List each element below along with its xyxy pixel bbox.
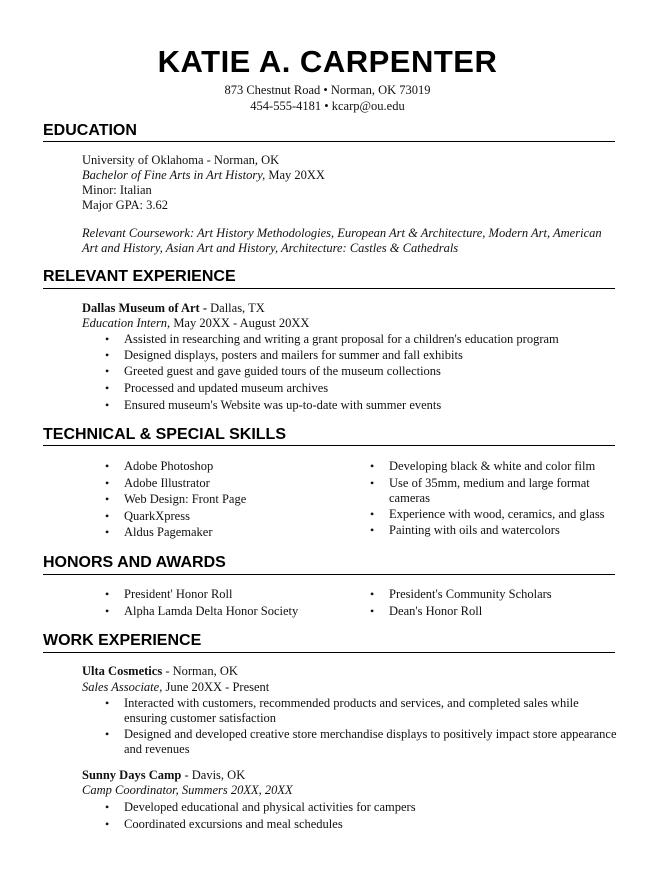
- org-name: Ulta Cosmetics: [82, 664, 163, 678]
- job-org: [82, 768, 245, 783]
- job-org: [82, 664, 238, 679]
- work-heading: WORK EXPERIENCE: [43, 632, 202, 649]
- role-dates: May 20XX - August 20XX: [170, 316, 310, 330]
- resume-name: KATIE A. CARPENTER: [157, 44, 498, 79]
- role-title: Sales Associate,: [82, 680, 163, 694]
- coursework-line-2: Art and History, Asian Art and History, Architecture: Castles & Cathedrals: [82, 241, 459, 255]
- job-role: [82, 680, 269, 695]
- job-role: Camp Coordinator, Summers 20XX, 20XX: [82, 783, 293, 797]
- contact-address: 873 Chestnut Road • Norman, OK 73019: [224, 83, 431, 97]
- skills-heading: TECHNICAL & SPECIAL SKILLS: [43, 426, 286, 443]
- education-degree: [82, 168, 325, 183]
- education-school: University of Oklahoma - Norman, OK: [82, 153, 280, 167]
- degree-date: May 20XX: [265, 168, 325, 182]
- org-location: - Norman, OK: [162, 664, 238, 678]
- role-dates: June 20XX - Present: [162, 680, 270, 694]
- section-divider: [43, 445, 615, 446]
- contact-phone-email: 454-555-4181 • kcarp@ou.edu: [250, 99, 405, 113]
- org-name: Sunny Days Camp: [82, 768, 182, 782]
- experience-org: [82, 301, 265, 316]
- org-name: Dallas Museum of Art -: [82, 301, 207, 315]
- section-divider: [43, 652, 615, 653]
- role-title: Education Intern,: [82, 316, 171, 330]
- resume-page: KATIE A. CARPENTER 873 Chestnut Road • Norman, OK 73019 454-555-4181 • kcarp@ou.edu EDUCATION University of Oklahoma - Norman, OK Bachelor of Fine Arts in Art History, May 20XX Minor: Italian Major GPA: 3.62 Relevant Coursework: Art History Methodologies, European Art & Architecture, Modern Art, American Art and History, Asian Art and History, Architecture: Castles & Cathedrals RELEVANT EXPERIENCE Dallas Museum of Art - Dallas, TX Education Intern, May 20XX - August 20XX • Assisted in researching and writing a grant proposal for a children's education program • Designed displays, posters and mailers for summer and fall exhibits • Greeted guest and gave guided tours of the museum collections • Processed and updated museum archives • Ensured museum's Website was up-to-date with summer events TECHNICAL & SPECIAL SKILLS • Adobe Photoshop • Adobe Illustrator • Web Design: Front Page • QuarkXpress • Aldus Pagemaker • Developing black & white and color film • Use of 35mm, medium and large format cameras • Experience with wood, ceramics, and glass • Painting with oils and watercolors HONORS AND AWARDS • President' Honor Roll • Alpha Lamda Delta Honor Society • President's Community Scholars • Dean's Honor Roll WORK EXPERIENCE Ulta Cosmetics - Norman, OK Sales Associate, June 20XX - Present • Interacted with customers, recommended products and services, and completed sales while ensuring customer satisfaction • Designed and developed creative store merchandise displays to positively impact store appearance and revenues Sunny Days Camp - Davis, OK Camp Coordinator, Summers 20XX, 20XX • Developed educational and physical activities for campers • Coordinated excursions and meal schedules: [0, 0, 655, 876]
- experience-role: [82, 316, 309, 331]
- education-heading: EDUCATION: [43, 122, 137, 139]
- section-divider: [43, 141, 615, 142]
- honors-heading: HONORS AND AWARDS: [43, 554, 226, 571]
- section-divider: [43, 288, 615, 289]
- education-gpa: Major GPA: 3.62: [82, 198, 169, 212]
- education-minor: Minor: Italian: [82, 183, 152, 197]
- degree-title: Bachelor of Fine Arts in Art History,: [82, 168, 266, 182]
- org-location: - Davis, OK: [181, 768, 246, 782]
- experience-heading: RELEVANT EXPERIENCE: [43, 268, 236, 285]
- org-location: Dallas, TX: [207, 301, 265, 315]
- coursework-line-1: Relevant Coursework: Art History Methodologies, European Art & Architecture, Modern Art, American: [82, 226, 602, 240]
- section-divider: [43, 574, 615, 575]
